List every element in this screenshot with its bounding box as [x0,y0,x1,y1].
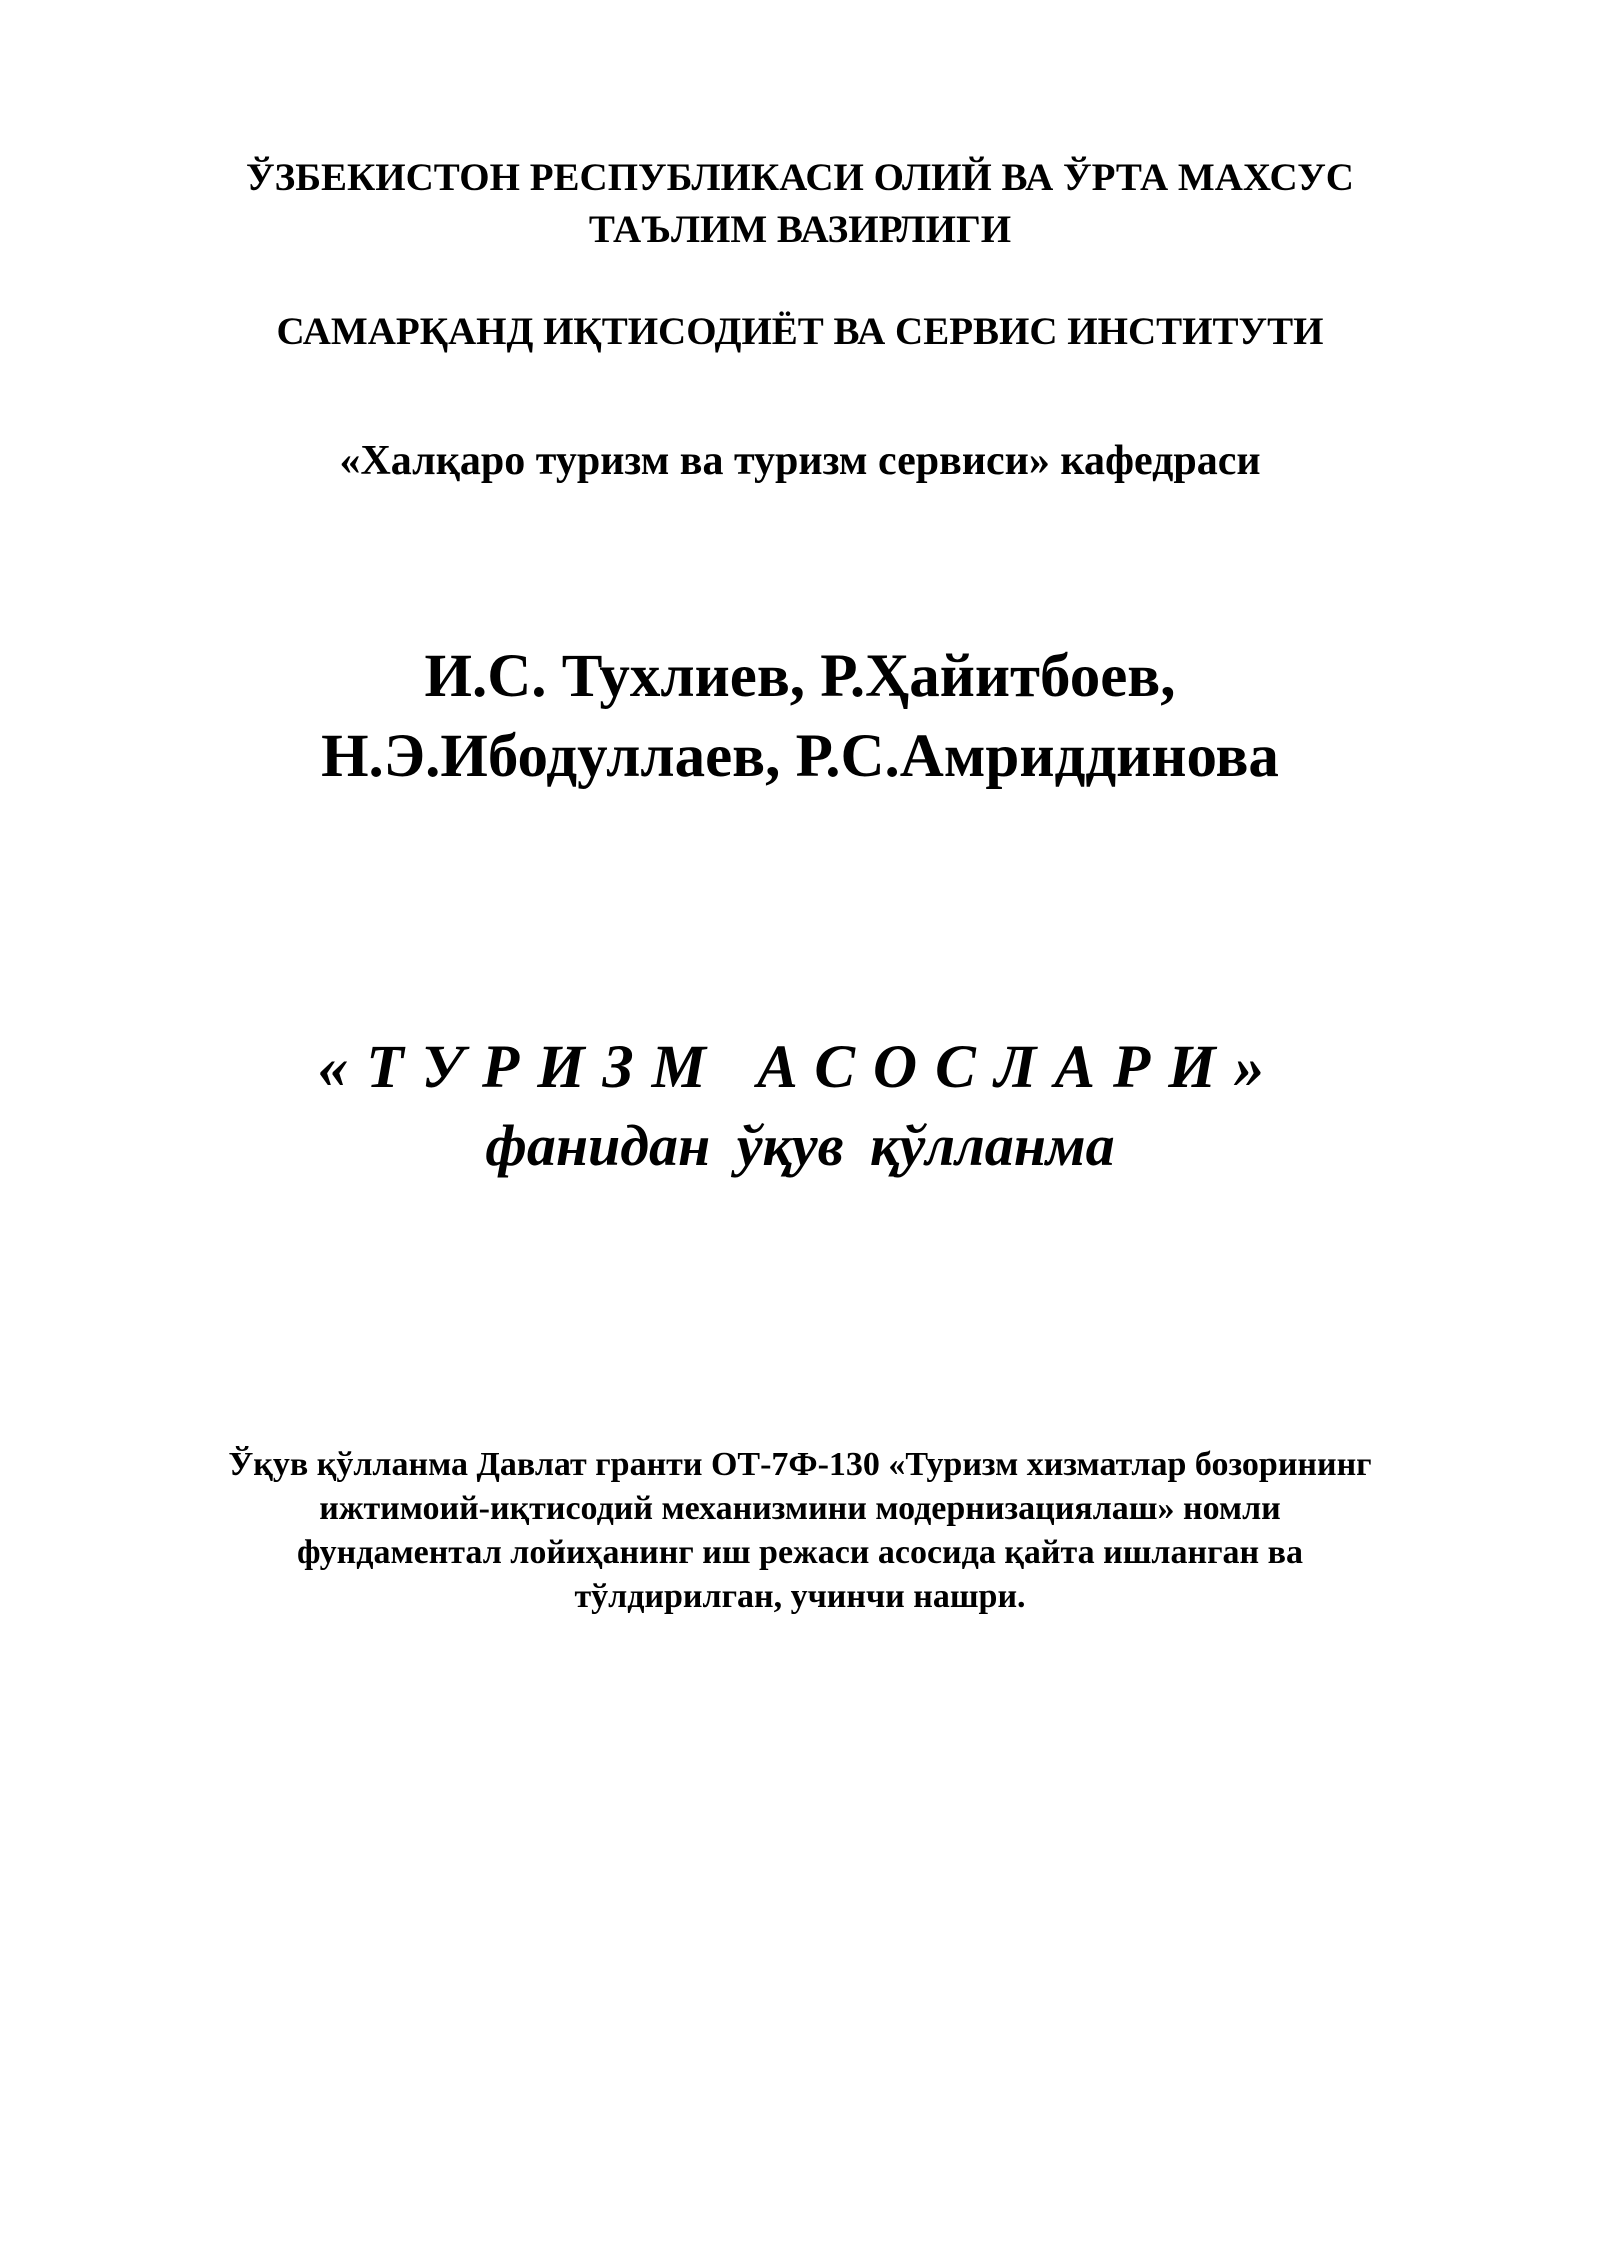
edition-note-line-1: Ўқув қўлланма Давлат гранти ОТ-7Ф-130 «Туризм хизматлар бозорининг [228,1446,1372,1483]
ministry-line-2: ТАЪЛИМ ВАЗИРЛИГИ [588,208,1012,251]
edition-note-line-4: тўлдирилган, учинчи нашри. [574,1578,1026,1615]
book-subtitle [0,1110,1600,1182]
institute-heading [0,306,1600,358]
authors-line-2: Н.Э.Ибодуллаев, Р.С.Амриддинова [321,723,1279,790]
book-subtitle-text: фанидан ўқув қўлланма [485,1113,1115,1178]
ministry-heading [0,152,1600,256]
ministry-line-1: ЎЗБЕКИСТОН РЕСПУБЛИКАСИ ОЛИЙ ВА ЎРТА МАХСУС [246,156,1354,199]
book-title-main: «ТУРИЗМ АСОСЛАРИ» [317,1034,1283,1101]
edition-note [0,1443,1600,1619]
edition-note-line-2: ижтимоий-иқтисодий механизмини модернизациялаш» номли [319,1490,1281,1527]
department-name: «Халқаро туризм ва туризм сервиси» кафедраси [339,438,1261,484]
institute-name: САМАРҚАНД ИҚТИСОДИЁТ ВА СЕРВИС ИНСТИТУТИ [276,310,1324,353]
department-heading [0,433,1600,489]
authors-line-1: И.С. Тухлиев, Р.Ҳайитбоев, [424,643,1176,710]
authors-block [0,637,1600,797]
book-title [0,1032,1600,1104]
edition-note-line-3: фундаментал лойиҳанинг иш режаси асосида қайта ишланган ва [296,1534,1303,1571]
